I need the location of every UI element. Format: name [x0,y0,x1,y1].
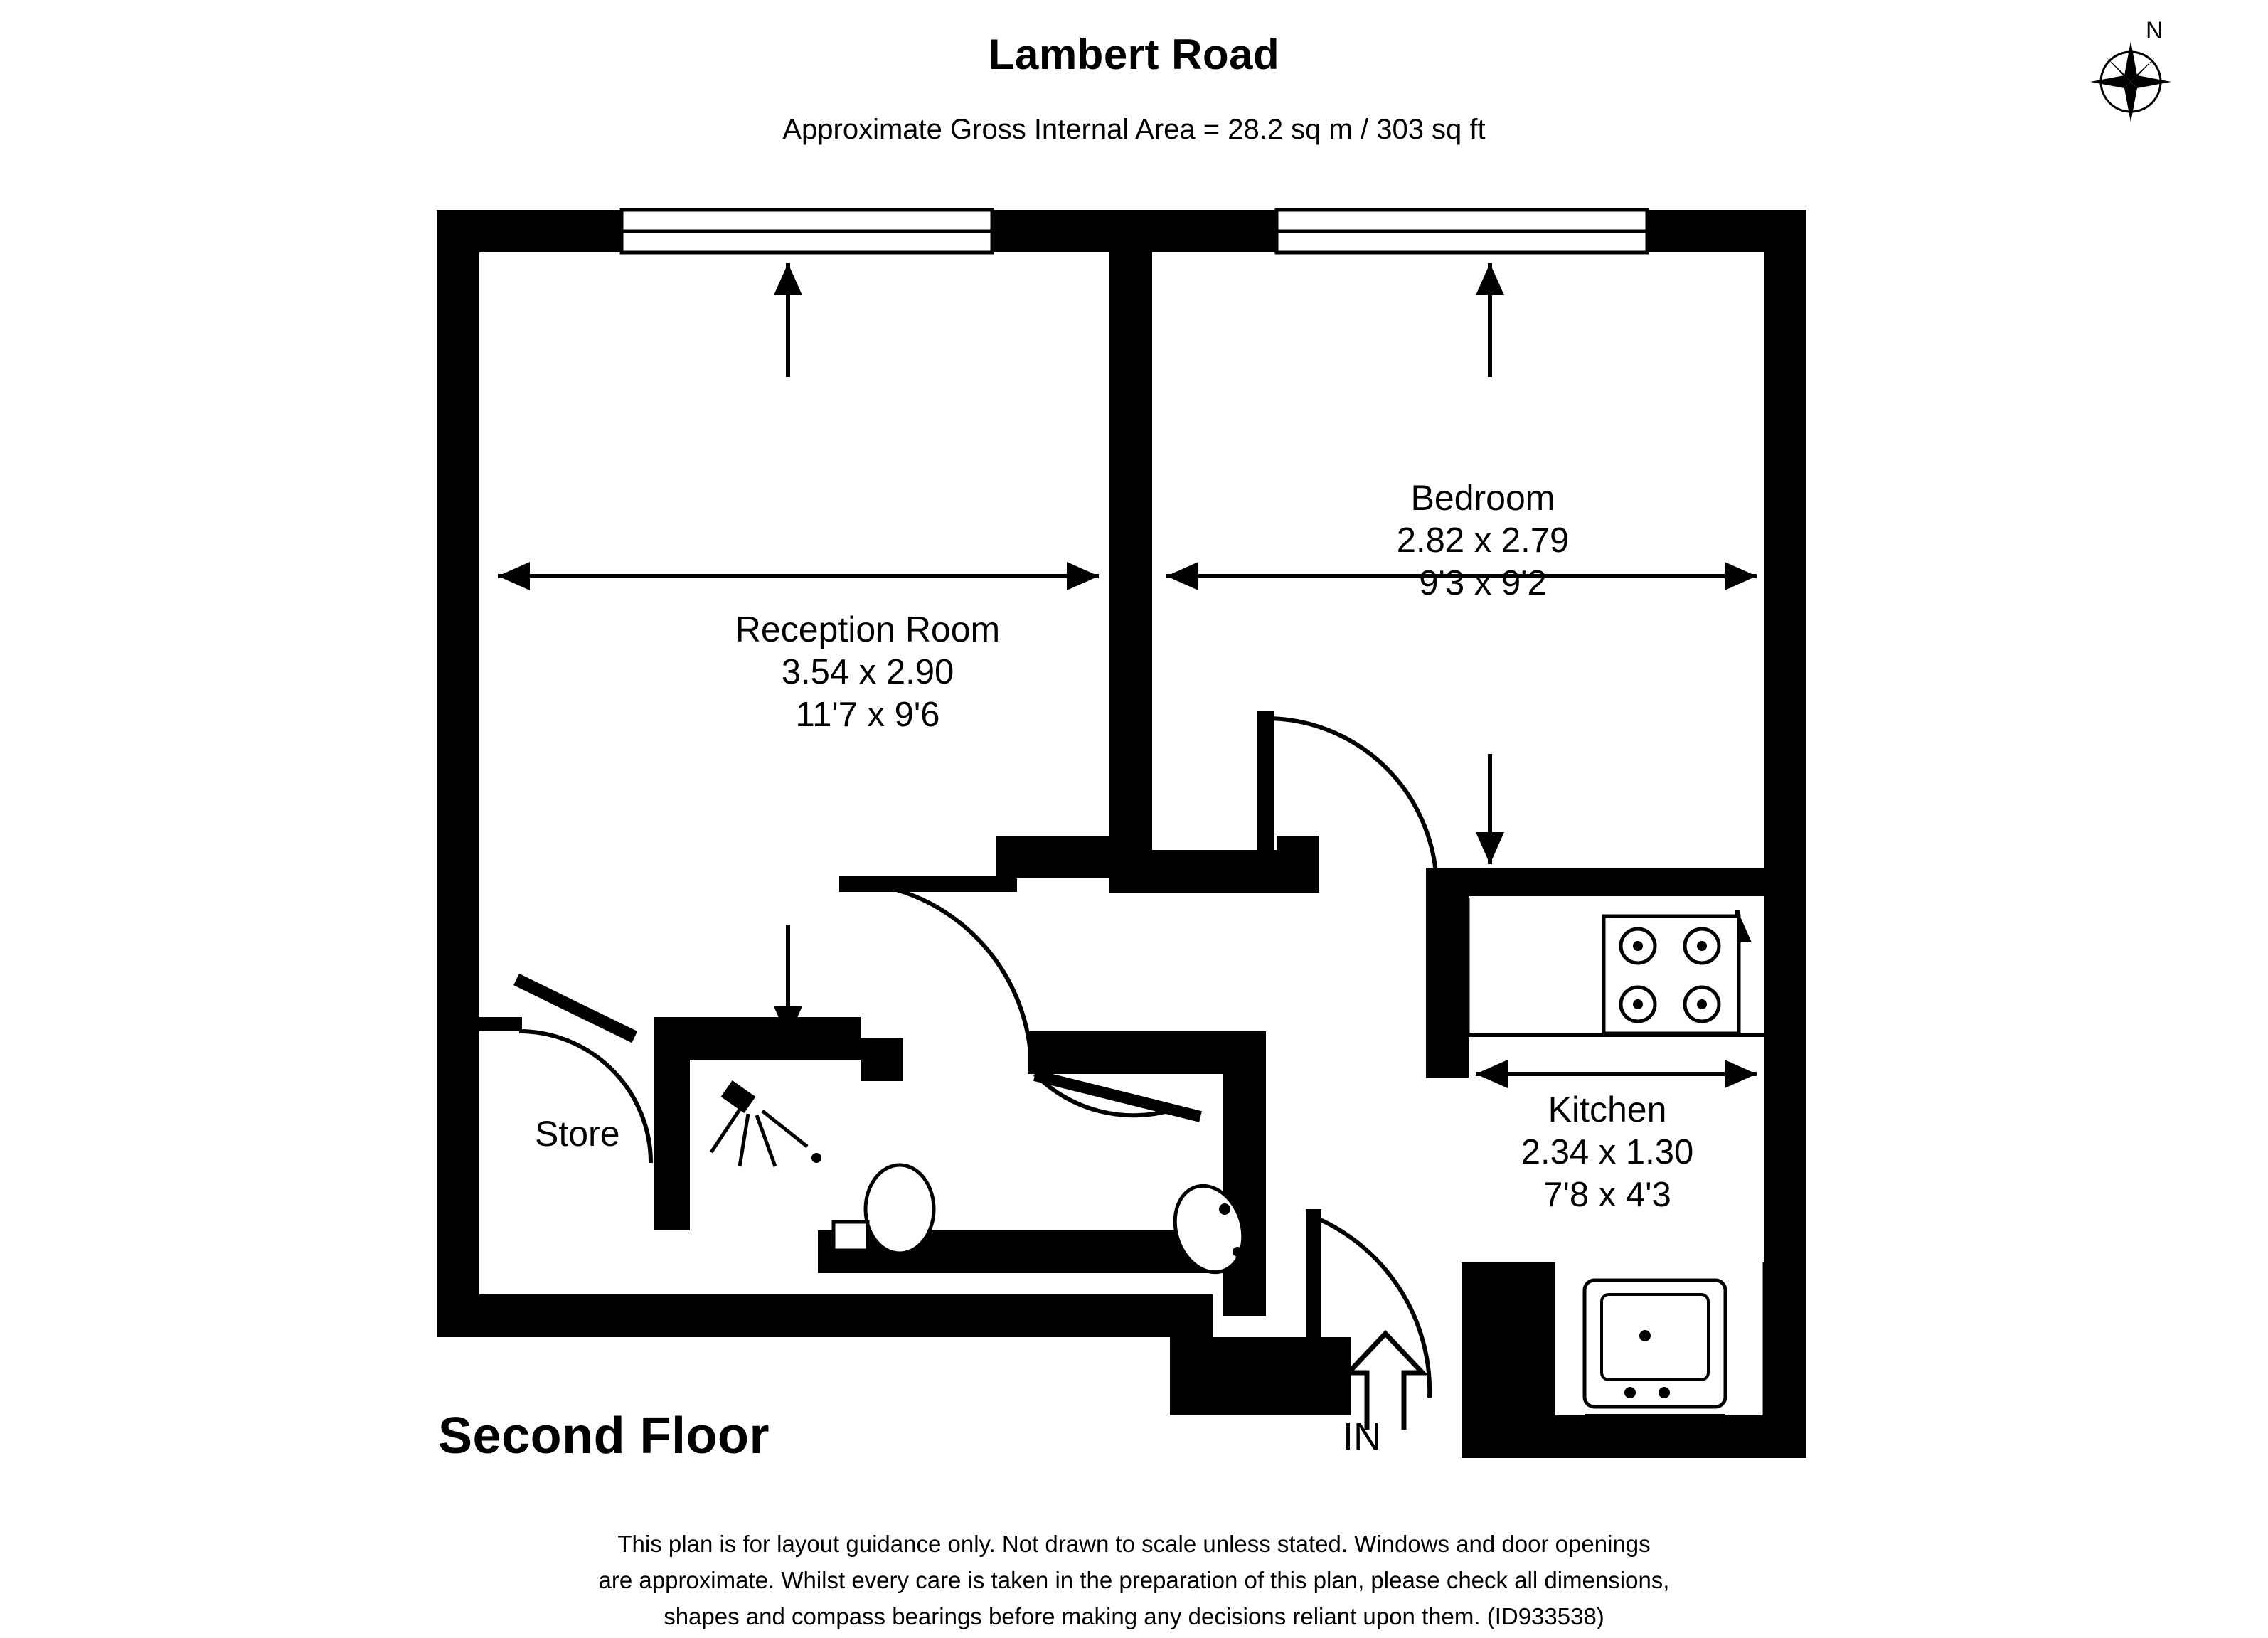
shower-icon [711,1080,821,1166]
disclaimer [0,1526,2268,1634]
walls [437,210,1806,1458]
hob-icon [1604,916,1739,1033]
bedroom-dim-metric: 2.82 x 2.79 [1396,521,1570,560]
floor-label: Second Floor [438,1408,770,1464]
reception-name: Reception Room [735,610,1001,649]
room-label-store: Store [535,1114,620,1154]
bedroom-name: Bedroom [1410,478,1555,518]
door-hall-icon [1035,1074,1200,1117]
room-label-bedroom [1252,477,1714,605]
window-bedroom-icon [1277,210,1647,252]
kitchen-dim-metric: 2.34 x 1.30 [1521,1133,1694,1171]
room-label-reception [619,608,1117,737]
entrance-label: IN [1343,1415,1381,1458]
toilet-icon [834,1165,934,1253]
disclaimer-line-2: are approximate. Whilst every care is taken in the preparation of this plan, please check all dimensions, [598,1567,1670,1594]
window-reception-icon [622,210,992,252]
kitchen-name: Kitchen [1548,1090,1667,1129]
page-title: Lambert Road [988,31,1280,78]
bedroom-dim-imperial: 9'3 x 9'2 [1419,563,1547,602]
disclaimer-line-1: This plan is for layout guidance only. Not drawn to scale unless stated. Windows and door openings [617,1531,1651,1557]
compass-north-label: N [2146,17,2163,44]
reception-dim-imperial: 11'7 x 9'6 [795,695,940,734]
room-label-kitchen [1394,1088,1821,1217]
reception-dim-metric: 3.54 x 2.90 [781,653,954,691]
area-note: Approximate Gross Internal Area = 28.2 sq m / 303 sq ft [782,114,1486,145]
kitchen-dim-imperial: 7'8 x 4'3 [1543,1175,1671,1214]
disclaimer-line-3: shapes and compass bearings before making any decisions reliant upon them. (ID933538) [664,1603,1604,1630]
